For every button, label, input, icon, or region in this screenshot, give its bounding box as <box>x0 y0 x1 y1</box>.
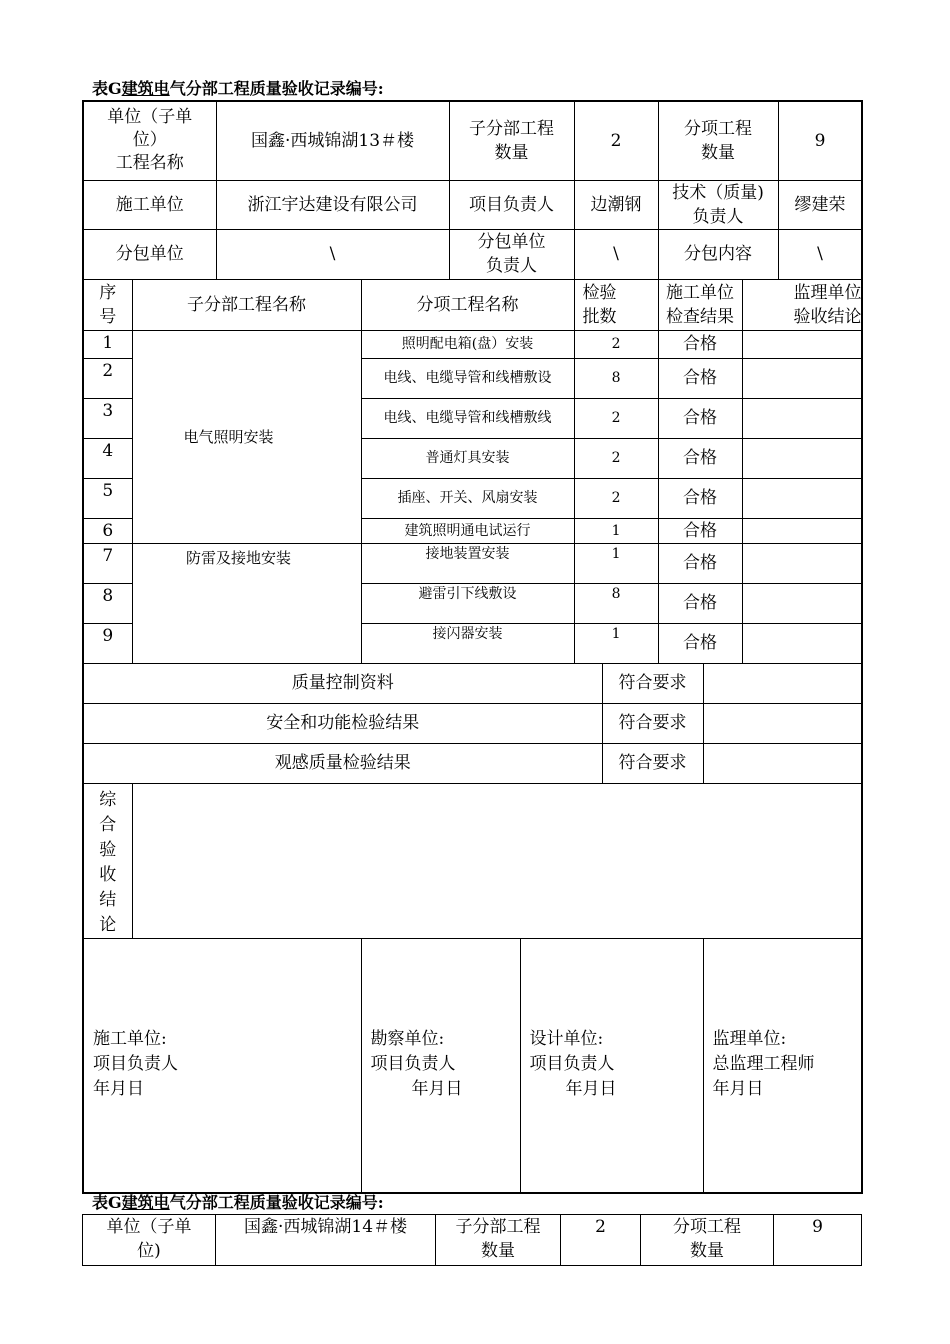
batch-count-header: 检验 批数 <box>574 279 658 330</box>
row-check-result: 合格 <box>658 518 742 543</box>
row-item-name: 建筑照明通电试运行 <box>361 518 574 543</box>
sub-division-count-value-2: 2 <box>561 1215 641 1266</box>
row-seq: 4 <box>83 438 132 478</box>
signature-supervisor: 监理单位: 总监理工程师 年月日 <box>703 938 862 1193</box>
unit-name-label: 单位（子单 位） 工程名称 <box>83 101 216 180</box>
row-item-name: 插座、开关、风扇安装 <box>361 478 574 518</box>
row-batch: 2 <box>574 478 658 518</box>
row-item-name: 接地装置安装 <box>361 543 574 583</box>
sub-division-count-value: 2 <box>574 101 658 180</box>
row-accept-result <box>742 438 862 478</box>
sub-division-count-label: 子分部工程 数量 <box>449 101 574 180</box>
signature-design: 设计单位: 项目负责人 年月日 <box>520 938 703 1193</box>
unit-name-value-2: 国鑫·西城锦湖14＃楼 <box>216 1215 436 1266</box>
technical-lead-label: 技术（质量) 负责人 <box>658 180 778 229</box>
acceptance-record-table <box>82 100 863 1194</box>
sub-division-name-header: 子分部工程名称 <box>132 279 361 330</box>
item-count-value: 9 <box>778 101 862 180</box>
row-check-result: 合格 <box>658 478 742 518</box>
technical-lead-value: 缪建荣 <box>778 180 862 229</box>
form-title: 表G建筑电气分部工程质量验收记录编号: <box>92 79 384 98</box>
row-seq: 2 <box>83 358 132 398</box>
row-accept-result <box>742 518 862 543</box>
supervisor-accept-header: 监理单位 验收结论 <box>742 279 862 330</box>
appearance-quality-value: 符合要求 <box>602 743 703 783</box>
row-check-result: 合格 <box>658 330 742 358</box>
signature-survey: 勘察单位: 项目负责人 年月日 <box>361 938 520 1193</box>
project-manager-value: 边潮钢 <box>574 180 658 229</box>
contractor-check-header: 施工单位 检查结果 <box>658 279 742 330</box>
row-seq: 9 <box>83 623 132 663</box>
row-accept-result <box>742 330 862 358</box>
quality-control-docs-label: 质量控制资料 <box>83 663 602 703</box>
row-check-result: 合格 <box>658 358 742 398</box>
row-check-result: 合格 <box>658 623 742 663</box>
row-item-name: 照明配电箱(盘）安装 <box>361 330 574 358</box>
appearance-quality-label: 观感质量检验结果 <box>83 743 602 783</box>
row-check-result: 合格 <box>658 438 742 478</box>
row-seq: 1 <box>83 330 132 358</box>
item-count-label: 分项工程 数量 <box>658 101 778 180</box>
row-batch: 1 <box>574 623 658 663</box>
row-item-name: 普通灯具安装 <box>361 438 574 478</box>
group-electrical-lighting: 电气照明安装 <box>132 330 361 543</box>
row-accept-result <box>742 583 862 623</box>
quality-control-docs-accept <box>703 663 862 703</box>
signature-contractor: 施工单位: 项目负责人 年月日 <box>83 938 361 1193</box>
safety-function-value: 符合要求 <box>602 703 703 743</box>
row-item-name: 电线、电缆导管和线槽敷线 <box>361 398 574 438</box>
form-title-2: 表G建筑电气分部工程质量验收记录编号: <box>92 1193 384 1212</box>
safety-function-accept <box>703 703 862 743</box>
item-count-value-2: 9 <box>774 1215 862 1266</box>
row-accept-result <box>742 398 862 438</box>
sub-division-count-label-2: 子分部工程 数量 <box>436 1215 561 1266</box>
conclusion-content <box>132 783 862 938</box>
row-seq: 5 <box>83 478 132 518</box>
row-item-name: 接闪器安装 <box>361 623 574 663</box>
group-lightning-grounding: 防雷及接地安装 <box>132 543 361 663</box>
row-accept-result <box>742 478 862 518</box>
row-seq: 7 <box>83 543 132 583</box>
row-check-result: 合格 <box>658 398 742 438</box>
row-check-result: 合格 <box>658 583 742 623</box>
item-name-header: 分项工程名称 <box>361 279 574 330</box>
row-seq: 3 <box>83 398 132 438</box>
row-batch: 8 <box>574 583 658 623</box>
unit-name-value: 国鑫·西城锦湖13＃楼 <box>216 101 449 180</box>
subcontractor-label: 分包单位 <box>83 229 216 279</box>
row-item-name: 电线、电缆导管和线槽敷设 <box>361 358 574 398</box>
seq-header: 序 号 <box>83 279 132 330</box>
row-batch: 2 <box>574 398 658 438</box>
subcontract-content-label: 分包内容 <box>658 229 778 279</box>
conclusion-label: 综 合 验 收 结 论 <box>83 783 132 938</box>
subcontractor-manager-label: 分包单位 负责人 <box>449 229 574 279</box>
acceptance-record-table-2 <box>82 1214 862 1266</box>
row-check-result: 合格 <box>658 543 742 583</box>
row-batch: 1 <box>574 518 658 543</box>
row-accept-result <box>742 623 862 663</box>
row-item-name: 避雷引下线敷设 <box>361 583 574 623</box>
row-seq: 6 <box>83 518 132 543</box>
row-seq: 8 <box>83 583 132 623</box>
project-manager-label: 项目负责人 <box>449 180 574 229</box>
subcontract-content-value: \ <box>778 229 862 279</box>
contractor-value: 浙江宇达建设有限公司 <box>216 180 449 229</box>
subcontractor-manager-value: \ <box>574 229 658 279</box>
row-batch: 8 <box>574 358 658 398</box>
row-batch: 1 <box>574 543 658 583</box>
subcontractor-value: \ <box>216 229 449 279</box>
quality-control-docs-value: 符合要求 <box>602 663 703 703</box>
row-batch: 2 <box>574 330 658 358</box>
safety-function-label: 安全和功能检验结果 <box>83 703 602 743</box>
contractor-label: 施工单位 <box>83 180 216 229</box>
appearance-quality-accept <box>703 743 862 783</box>
unit-name-label-2: 单位（子单 位) <box>83 1215 216 1266</box>
item-count-label-2: 分项工程 数量 <box>641 1215 774 1266</box>
row-accept-result <box>742 358 862 398</box>
row-accept-result <box>742 543 862 583</box>
row-batch: 2 <box>574 438 658 478</box>
